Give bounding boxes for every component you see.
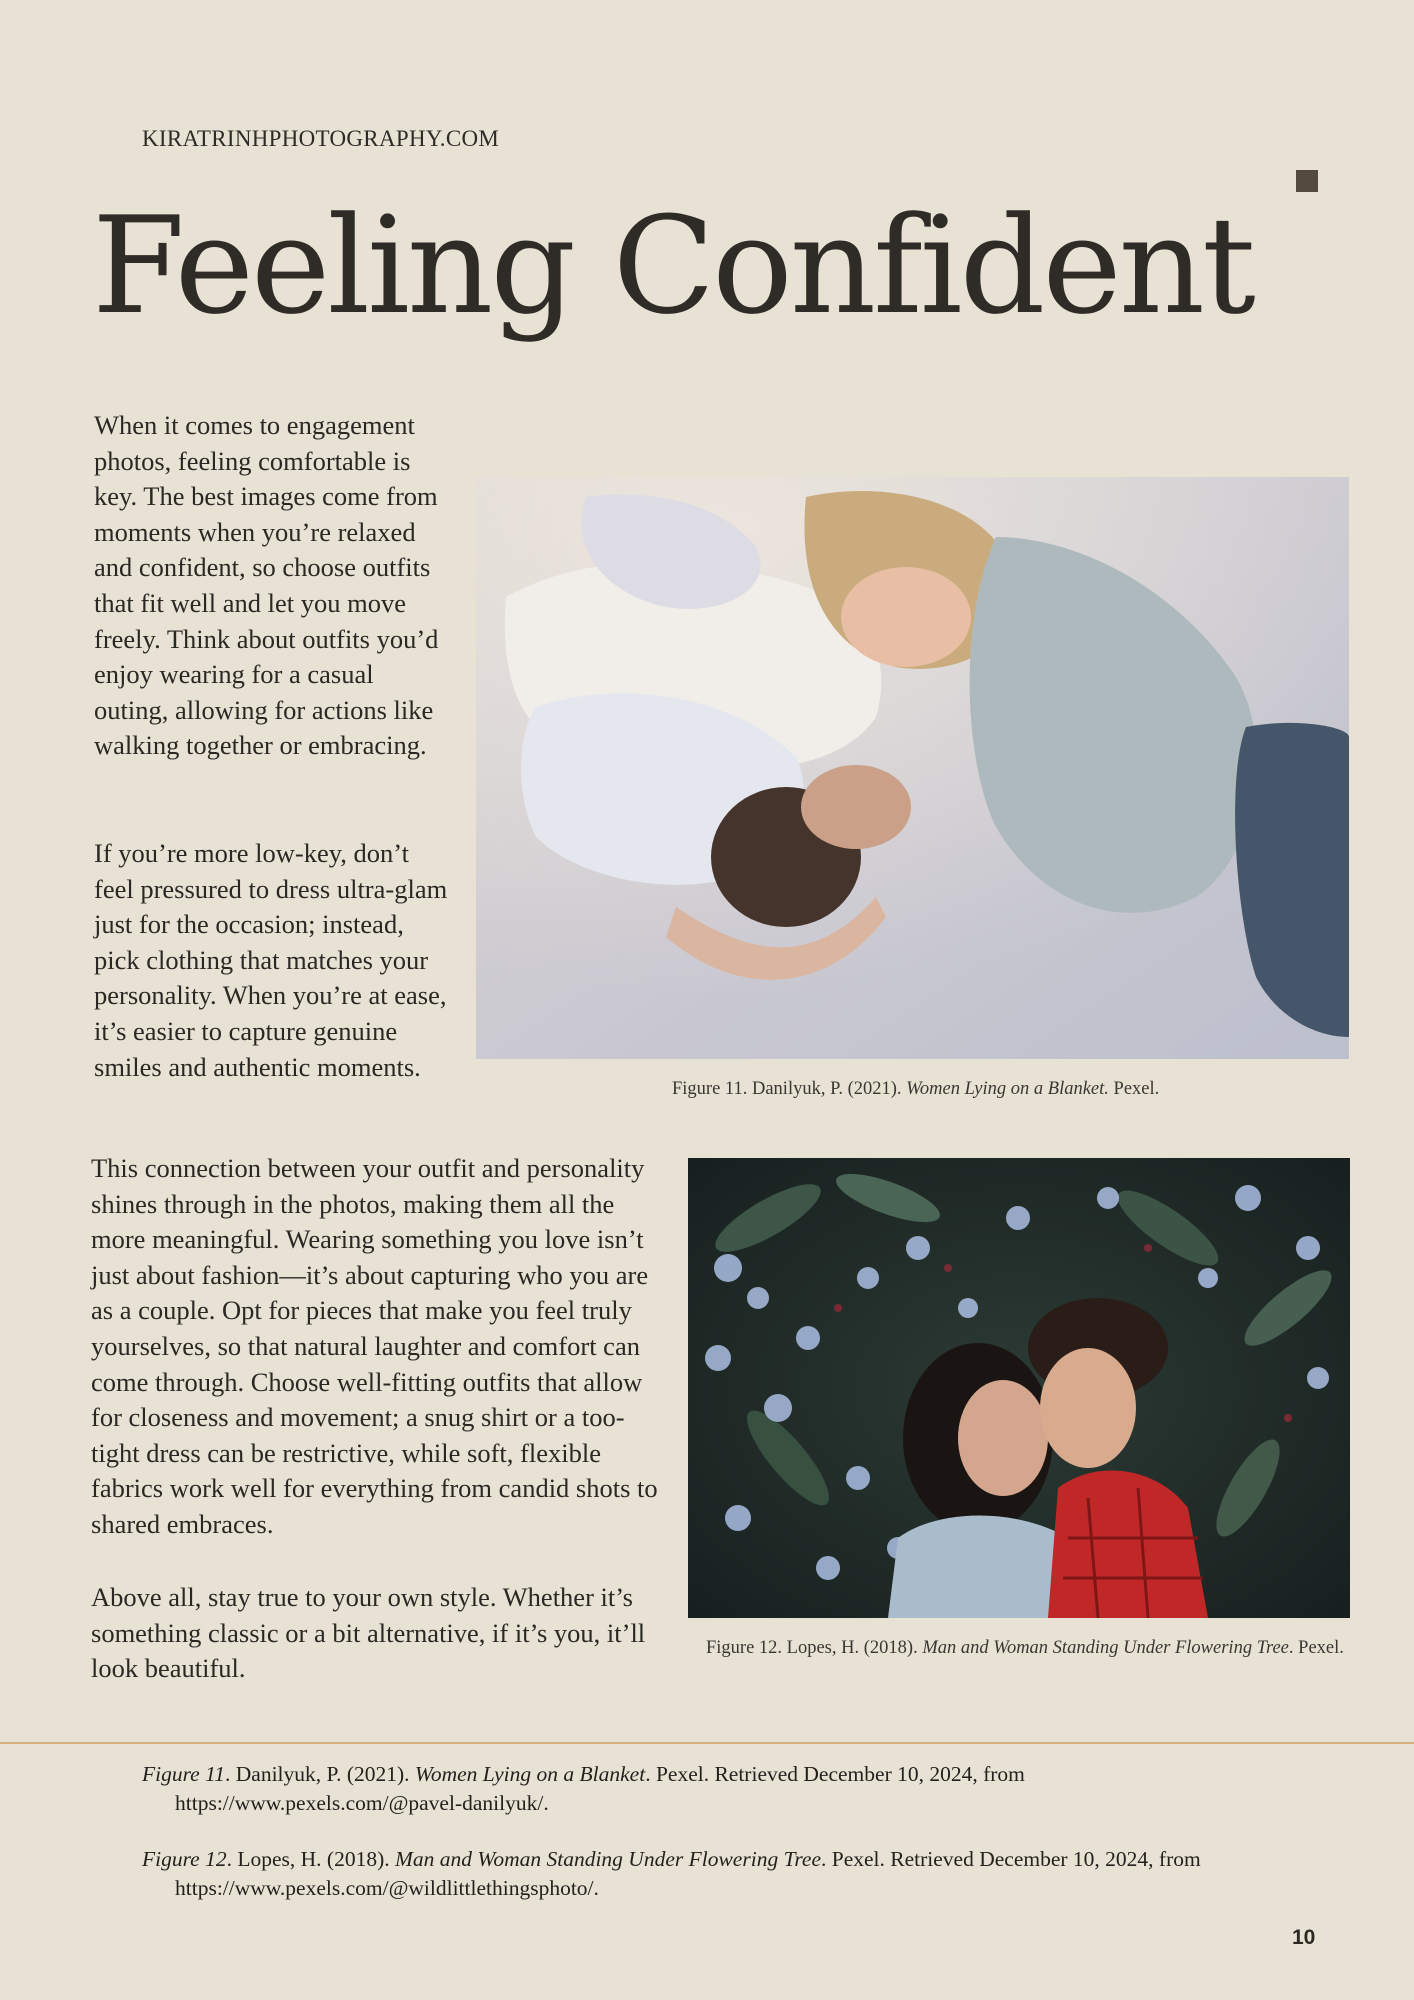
page-number: 10 (1292, 1926, 1316, 1949)
figure-11-caption: Figure 11. Danilyuk, P. (2021). Women Lying on a Blanket. Pexel. (672, 1079, 1160, 1099)
reference-divider (0, 1742, 1414, 1744)
body-paragraph-3: This connection between your outfit and personality shines through in the photos, making them all the more meaningful. Wearing something you love isn’t just about fashion—it’s about capturing who you are as a couple. Opt for pieces that make you feel truly yourselves, so that natural laughter and comfort can come through. Choose well-fitting outfits that allow for closeness and movement; a snug shirt or a too-tight dress can be restrictive, while soft, flexible fabrics work well for everything from candid shots to shared embraces. (91, 1153, 658, 1539)
figure-12-photo (688, 1158, 1350, 1618)
body-paragraph-2: If you’re more low-key, don’t feel pressured to dress ultra-glam just for the occasion; instead, pick clothing that matches your personality. When you’re at ease, it’s easier to capture genuine smiles and authentic moments. (94, 838, 448, 1082)
body-paragraph-4: Above all, stay true to your own style. Whether it’s something classic or a bit alternative, if it’s you, it’ll look beautiful. (91, 1582, 646, 1684)
figure-12-caption: Figure 12. Lopes, H. (2018). Man and Woman Standing Under Flowering Tree. Pexel. (706, 1638, 1344, 1658)
reference-url[interactable]: https://www.pexels.com/@pavel-danilyuk/. (175, 1791, 549, 1815)
reference-url[interactable]: https://www.pexels.com/@wildlittlethingsphoto/. (175, 1876, 599, 1900)
reference-figure-11: Figure 11. Danilyuk, P. (2021). Women Lying on a Blanket. Pexel. Retrieved December 10, 2024, from https://www.pexels.com/@pavel-danilyuk/. (142, 1760, 1262, 1818)
site-url: KIRATRINHPHOTOGRAPHY.COM (142, 126, 500, 151)
body-paragraph-1: When it comes to engagement photos, feeling comfortable is key. The best images come from moments when you’re relaxed and confident, so choose outfits that fit well and let you move freely. Think about outfits you’d enjoy wearing for a casual outing, allowing for actions like walking together or embracing. (94, 410, 439, 761)
page-title: Feeling Confident (92, 188, 1253, 344)
figure-11-photo (476, 477, 1349, 1059)
reference-figure-12: Figure 12. Lopes, H. (2018). Man and Woman Standing Under Flowering Tree. Pexel. Retrieved December 10, 2024, from https://www.pexels.com/@wildlittlethingsphoto/. (142, 1845, 1262, 1903)
decorative-square (1296, 170, 1318, 192)
